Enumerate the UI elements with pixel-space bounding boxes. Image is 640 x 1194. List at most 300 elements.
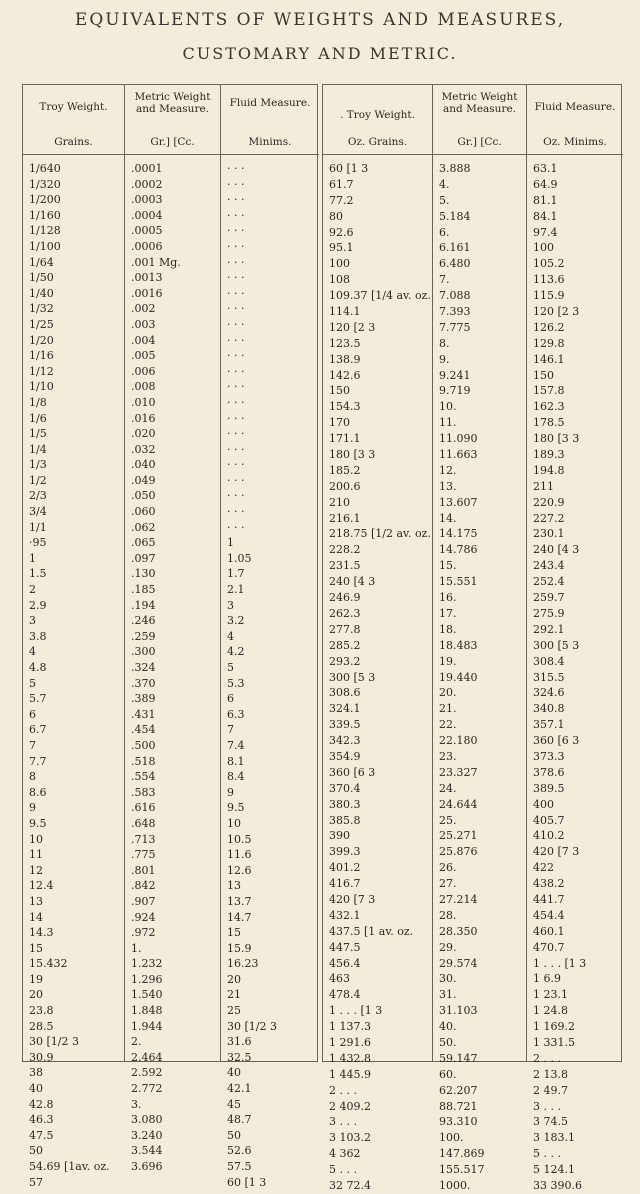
table-cell: 108 (329, 273, 350, 287)
table-cell: 13. (439, 479, 457, 493)
table-cell: 19 (29, 972, 43, 986)
table-cell: 3 74.5 (533, 1115, 568, 1129)
table-cell: 47.5 (29, 1128, 54, 1142)
table-cell: 194.8 (533, 463, 565, 477)
table-cell: 1.7 (227, 567, 245, 581)
table-cell: 14.175 (439, 527, 478, 541)
table-cell: 2 409.2 (329, 1099, 371, 1113)
table-cell: 29. (439, 940, 457, 954)
table-cell: .050 (131, 489, 156, 503)
table-cell: 22. (439, 718, 457, 732)
table-cell: .0013 (131, 271, 163, 285)
table-cell: 5.7 (29, 692, 47, 706)
table-cell: .032 (131, 442, 156, 456)
table-cell: .246 (131, 614, 156, 628)
table-cell: 1/10 (29, 380, 54, 394)
table-cell: 277.8 (329, 622, 361, 636)
table-cell: 10 (227, 816, 241, 830)
table-cell: 360 [6 3 (329, 765, 376, 779)
table-cell: 11.6 (227, 848, 252, 862)
table-cell: 14.786 (439, 543, 478, 557)
table-cell: 259.7 (533, 591, 565, 605)
table-cell: 4 (29, 645, 36, 659)
table-cell: 1/20 (29, 333, 54, 347)
table-cell: 447.5 (329, 940, 361, 954)
table-cell: 1/32 (29, 302, 54, 316)
table-cell: 185.2 (329, 463, 361, 477)
table-cell: .713 (131, 832, 156, 846)
table-cell: 7.7 (29, 754, 47, 768)
table-cell: 246.9 (329, 591, 361, 605)
table-cell: 2 (29, 583, 36, 597)
table-cell: .431 (131, 707, 156, 721)
table-cell: 129.8 (533, 336, 565, 350)
table-cell: 3 . . . (329, 1115, 357, 1129)
table-cell: 6.7 (29, 723, 47, 737)
table-cell: 18.483 (439, 638, 478, 652)
table-cell: 77.2 (329, 193, 354, 207)
table-cell: 61.7 (329, 177, 354, 191)
table-cell: 308.4 (533, 654, 565, 668)
table-cell: 7.4 (227, 738, 245, 752)
table-cell: 1 432.8 (329, 1051, 371, 1065)
table-cell: 15.432 (29, 957, 68, 971)
table-cell: 11. (439, 416, 457, 430)
table-cell: · · · (227, 442, 245, 456)
table-cell: 3 (227, 598, 234, 612)
table-cell: 189.3 (533, 448, 565, 462)
table-cell: 1/12 (29, 364, 54, 378)
table-cell: .010 (131, 395, 156, 409)
table-cell: 60 [1 3 (329, 162, 369, 175)
table-cell: 1/128 (29, 224, 61, 238)
table-cell: · · · (227, 177, 245, 191)
table-cell: 59.147 (439, 1051, 478, 1065)
table-cell: 25.271 (439, 829, 478, 843)
table-cell: 8 (29, 770, 36, 784)
table-cell: 210 (329, 495, 350, 509)
table-cell: 15.9 (227, 941, 252, 955)
table-cell: 93.310 (439, 1115, 478, 1129)
table-cell: 180 [3 3 (329, 448, 376, 462)
metric-header (125, 85, 220, 155)
table-cell: 460.1 (533, 924, 565, 938)
table-cell: 16. (439, 591, 457, 605)
table-cell: 380.3 (329, 797, 361, 811)
table-cell: 10 (29, 832, 43, 846)
table-cell: 3.2 (227, 614, 245, 628)
table-cell: 228.2 (329, 543, 361, 557)
table-cell: 1/25 (29, 317, 54, 331)
table-cell: 42.8 (29, 1097, 54, 1111)
table-cell: 2 13.8 (533, 1067, 568, 1081)
table-cell: 1.232 (131, 957, 163, 971)
table-cell: .907 (131, 894, 156, 908)
fluid-column (221, 85, 319, 1189)
table-cell: 15.551 (439, 575, 478, 589)
table-cell: 7.088 (439, 289, 471, 303)
metric-unit-label: Gr.] [Cc. (150, 136, 195, 148)
table-cell: 2 . . . (533, 1051, 561, 1065)
table-cell: 3.8 (29, 629, 47, 643)
table-cell: 3 (29, 614, 36, 628)
table-cell: 23.327 (439, 765, 478, 779)
table-cell: · · · (227, 239, 245, 253)
table-cell: 1 (29, 551, 36, 565)
table-cell: 31. (439, 988, 457, 1002)
table-cell: 456.4 (329, 956, 361, 970)
table-cell: 1 291.6 (329, 1035, 371, 1049)
table-cell: .004 (131, 333, 156, 347)
table-cell: 146.1 (533, 352, 565, 366)
table-cell: .583 (131, 785, 156, 799)
table-cell: 31.6 (227, 1035, 252, 1049)
table-cell: 293.2 (329, 654, 361, 668)
table-cell: ·95 (29, 536, 47, 550)
table-cell: 441.7 (533, 892, 565, 906)
table-cell: 13 (227, 879, 241, 893)
table-cell: 1 6.9 (533, 972, 561, 986)
table-cell: .002 (131, 302, 156, 316)
table-cell: .130 (131, 567, 156, 581)
table-cell: 88.721 (439, 1099, 478, 1113)
table-cell: .0005 (131, 224, 163, 238)
table-cell: 300 [5 3 (533, 638, 580, 652)
table-cell: .972 (131, 926, 156, 940)
table-cell: 23.8 (29, 1004, 54, 1018)
table-cell: 1.540 (131, 988, 163, 1002)
table-cell: 12.4 (29, 879, 54, 893)
table-cell: .300 (131, 645, 156, 659)
table-cell: 29.574 (439, 956, 478, 970)
table-cell: 27. (439, 877, 457, 891)
table-cell: 97.4 (533, 225, 558, 239)
table-cell: .185 (131, 583, 156, 597)
table-cell: 9 (29, 801, 36, 815)
table-cell: 1 . . . [1 3 (329, 1004, 383, 1018)
table-cell: .0006 (131, 239, 163, 253)
table-cell: 30.9 (29, 1050, 54, 1064)
table-cell: 20 (29, 988, 43, 1002)
table-cell: 300 [5 3 (329, 670, 376, 684)
table-cell: 1/3 (29, 458, 47, 472)
table-cell: 142.6 (329, 368, 361, 382)
table-cell: 100 (329, 257, 350, 271)
table-cell: 9.5 (227, 801, 245, 815)
table-cell: 200.6 (329, 479, 361, 493)
table-cell: 100 (533, 241, 554, 255)
table-cell: 81.1 (533, 193, 558, 207)
table-cell: 38 (29, 1066, 43, 1080)
table-cell: 11 (29, 848, 43, 862)
table-cell: 14. (439, 511, 457, 525)
table-cell: 13.607 (439, 495, 478, 509)
table-cell: .0001 (131, 162, 163, 175)
table-cell: 95.1 (329, 241, 354, 255)
table-cell: 1 (227, 536, 234, 550)
table-cell: 13.7 (227, 894, 252, 908)
table-cell: 17. (439, 606, 457, 620)
table-cell: 20. (439, 686, 457, 700)
table-cell: 400 (533, 797, 554, 811)
minims-cells (221, 161, 319, 1190)
table-cell: 1/16 (29, 349, 54, 363)
table-cell: .008 (131, 380, 156, 394)
table-cell: .648 (131, 816, 156, 830)
table-cell: 1.944 (131, 1019, 163, 1033)
table-cell: 9.241 (439, 368, 471, 382)
table-cell: 2.1 (227, 583, 245, 597)
table-cell: .065 (131, 536, 156, 550)
table-cell: .001 Mg. (131, 255, 181, 269)
table-cell: .0002 (131, 177, 163, 191)
table-cell: 7.775 (439, 320, 471, 334)
table-cell: .518 (131, 754, 156, 768)
table-cell: .062 (131, 520, 156, 534)
table-cell: · · · (227, 349, 245, 363)
table-cell: 8. (439, 336, 450, 350)
table-cell: 2.9 (29, 598, 47, 612)
table-cell: 1 331.5 (533, 1035, 575, 1049)
table-cell: 275.9 (533, 606, 565, 620)
table-cell: .616 (131, 801, 156, 815)
right-fluid-cells (527, 161, 623, 1194)
table-cell: .016 (131, 411, 156, 425)
table-cell: 470.7 (533, 940, 565, 954)
table-cell: 1 445.9 (329, 1067, 371, 1081)
table-cell: 1/50 (29, 271, 54, 285)
troy-header-label: Troy Weight. (39, 101, 108, 113)
table-cell: 1/6 (29, 411, 47, 425)
table-cell: 1/100 (29, 239, 61, 253)
table-cell: · · · (227, 395, 245, 409)
troy-grains-column (23, 85, 125, 1189)
table-cell: 420 [7 3 (329, 892, 376, 906)
table-cell: 23. (439, 749, 457, 763)
table-cell: 5 124.1 (533, 1163, 575, 1177)
table-cell: 100. (439, 1131, 464, 1145)
table-cell: 390 (329, 829, 350, 843)
table-cell: 42.1 (227, 1082, 252, 1096)
table-cell: .454 (131, 723, 156, 737)
table-cell: 28.5 (29, 1019, 54, 1033)
table-cell: 1.5 (29, 567, 47, 581)
table-cell: 324.1 (329, 702, 361, 716)
table-cell: 15 (227, 926, 241, 940)
table-cell: · · · (227, 255, 245, 269)
table-cell: 3 103.2 (329, 1131, 371, 1145)
table-cell: 120 [2 3 (533, 305, 580, 319)
right-fluid-header-label: Fluid Measure. (534, 101, 616, 113)
table-cell: 24.644 (439, 797, 478, 811)
right-troy-cells (323, 161, 432, 1194)
table-cell: .060 (131, 505, 156, 519)
table-cell: 4.2 (227, 645, 245, 659)
table-cell: 378.6 (533, 765, 565, 779)
table-cell: 6 (227, 692, 234, 706)
table-cell: 1/160 (29, 208, 61, 222)
table-cell: 308.6 (329, 686, 361, 700)
table-cell: 25 (227, 1004, 241, 1018)
table-cell: 21. (439, 702, 457, 716)
table-cell: 2/3 (29, 489, 47, 503)
table-cell: · · · (227, 286, 245, 300)
table-cell: 3.544 (131, 1144, 163, 1158)
table-cell: 92.6 (329, 225, 354, 239)
table-cell: .003 (131, 317, 156, 331)
table-cell: 25.876 (439, 845, 478, 859)
table-cell: 285.2 (329, 638, 361, 652)
table-cell: 109.37 [1/4 av. oz. (329, 289, 431, 303)
right-metric-header (433, 85, 526, 155)
grains-cells (23, 161, 124, 1190)
table-cell: .0016 (131, 286, 163, 300)
table-cell: 389.5 (533, 781, 565, 795)
table-cell: 57.5 (227, 1160, 252, 1173)
table-cell: 15. (439, 559, 457, 573)
table-cell: 10. (439, 400, 457, 414)
table-cell: .924 (131, 910, 156, 924)
table-cell: 7 (227, 723, 234, 737)
table-cell: 1 . . . [1 3 (533, 956, 587, 970)
table-cell: 2. (131, 1035, 142, 1049)
table-cell: 5. (439, 193, 450, 207)
fluid-header (221, 85, 319, 155)
table-cell: 1/5 (29, 427, 47, 441)
table-cell: 19.440 (439, 670, 478, 684)
table-cell: 5 . . . (533, 1147, 561, 1161)
table-cell: 15 (29, 941, 43, 955)
table-cell: 52.6 (227, 1144, 252, 1158)
table-cell: 5 (227, 661, 234, 674)
table-cell: 40 (227, 1066, 241, 1080)
table-cell: 438.2 (533, 877, 565, 891)
table-cell: · · · (227, 193, 245, 207)
table-cell: 12.6 (227, 863, 252, 877)
table-cell: 3/4 (29, 505, 47, 519)
table-cell: 60 [1 3 (227, 1175, 267, 1189)
table-cell: 1/4 (29, 442, 47, 456)
table-cell: · · · (227, 427, 245, 441)
table-cell: 1.848 (131, 1004, 163, 1018)
table-cell: 1/40 (29, 286, 54, 300)
table-cell: .775 (131, 848, 156, 862)
table-cell: 162.3 (533, 400, 565, 414)
table-cell: 147.869 (439, 1147, 485, 1161)
table-cell: 16.23 (227, 957, 259, 971)
table-cell: 1 24.8 (533, 1004, 568, 1018)
table-cell: 357.1 (533, 718, 565, 732)
table-cell: .0003 (131, 193, 163, 207)
table-cell: .370 (131, 676, 156, 690)
table-cell: 155.517 (439, 1163, 485, 1177)
table-cell: 32 72.4 (329, 1179, 371, 1192)
table-cell: · · · (227, 208, 245, 222)
table-cell: 1.05 (227, 551, 252, 565)
table-cell: 1.296 (131, 972, 163, 986)
table-cell: 370.4 (329, 781, 361, 795)
table-cell: 1/200 (29, 193, 61, 207)
table-cell: .801 (131, 863, 156, 877)
table-cell: 5 . . . (329, 1163, 357, 1177)
right-equivalents-table (322, 84, 622, 1192)
table-cell: 9.719 (439, 384, 471, 398)
table-cell: · · · (227, 380, 245, 394)
table-cell: 26. (439, 861, 457, 875)
table-cell: 25. (439, 813, 457, 827)
table-cell: 20 (227, 972, 241, 986)
table-cell: 401.2 (329, 861, 361, 875)
table-cell: 14.3 (29, 926, 54, 940)
table-cell: 50 (29, 1144, 43, 1158)
table-cell: 2.464 (131, 1050, 163, 1064)
table-cell: 243.4 (533, 559, 565, 573)
table-cell: 11.663 (439, 448, 478, 462)
fluid-header-label: Fluid Measure. (229, 97, 311, 109)
table-cell: 324.6 (533, 686, 565, 700)
table-cell: 262.3 (329, 606, 361, 620)
table-cell: 113.6 (533, 273, 565, 287)
table-cell: · · · (227, 505, 245, 519)
table-cell: 30 [1/2 3 (29, 1035, 79, 1049)
table-cell: .0004 (131, 208, 163, 222)
table-cell: .259 (131, 629, 156, 643)
table-cell: 150 (329, 384, 350, 398)
table-cell: · · · (227, 224, 245, 238)
table-cell: · · · (227, 317, 245, 331)
table-cell: 2.772 (131, 1082, 163, 1096)
table-cell: 14 (29, 910, 43, 924)
table-cell: 1 23.1 (533, 988, 568, 1002)
table-cell: 3.888 (439, 162, 471, 175)
table-cell: 373.3 (533, 749, 565, 763)
table-cell: 1/8 (29, 395, 47, 409)
table-cell: 84.1 (533, 209, 558, 223)
table-cell: 40 (29, 1082, 43, 1096)
table-cell: 4 (227, 629, 234, 643)
table-cell: 64.9 (533, 177, 558, 191)
table-cell: 3.240 (131, 1128, 163, 1142)
table-cell: 10.5 (227, 832, 252, 846)
table-cell: 360 [6 3 (533, 734, 580, 748)
table-cell: 63.1 (533, 162, 558, 175)
table-cell: 45 (227, 1097, 241, 1111)
table-cell: 50. (439, 1035, 457, 1049)
table-cell: 1/320 (29, 177, 61, 191)
table-cell: 211 (533, 479, 554, 493)
table-cell: 4.8 (29, 661, 47, 674)
table-cell: 2.592 (131, 1066, 163, 1080)
table-cell: 416.7 (329, 877, 361, 891)
table-cell: 7 (29, 738, 36, 752)
left-equivalents-table (22, 84, 318, 1189)
table-cell: 6.3 (227, 707, 245, 721)
table-cell: 240 [4 3 (329, 575, 376, 589)
troy-oz-grains-column (323, 85, 433, 1192)
table-cell: 9. (439, 352, 450, 366)
table-cell: 432.1 (329, 908, 361, 922)
table-cell: 62.207 (439, 1083, 478, 1097)
table-cell: 342.3 (329, 734, 361, 748)
table-cell: 115.9 (533, 289, 565, 303)
table-cell: 463 (329, 972, 350, 986)
table-cell: 2 49.7 (533, 1083, 568, 1097)
table-cell: 28. (439, 908, 457, 922)
table-cell: 4 362 (329, 1147, 361, 1161)
table-cell: 6.480 (439, 257, 471, 271)
table-cell: 22.180 (439, 734, 478, 748)
table-cell: 12 (29, 863, 43, 877)
